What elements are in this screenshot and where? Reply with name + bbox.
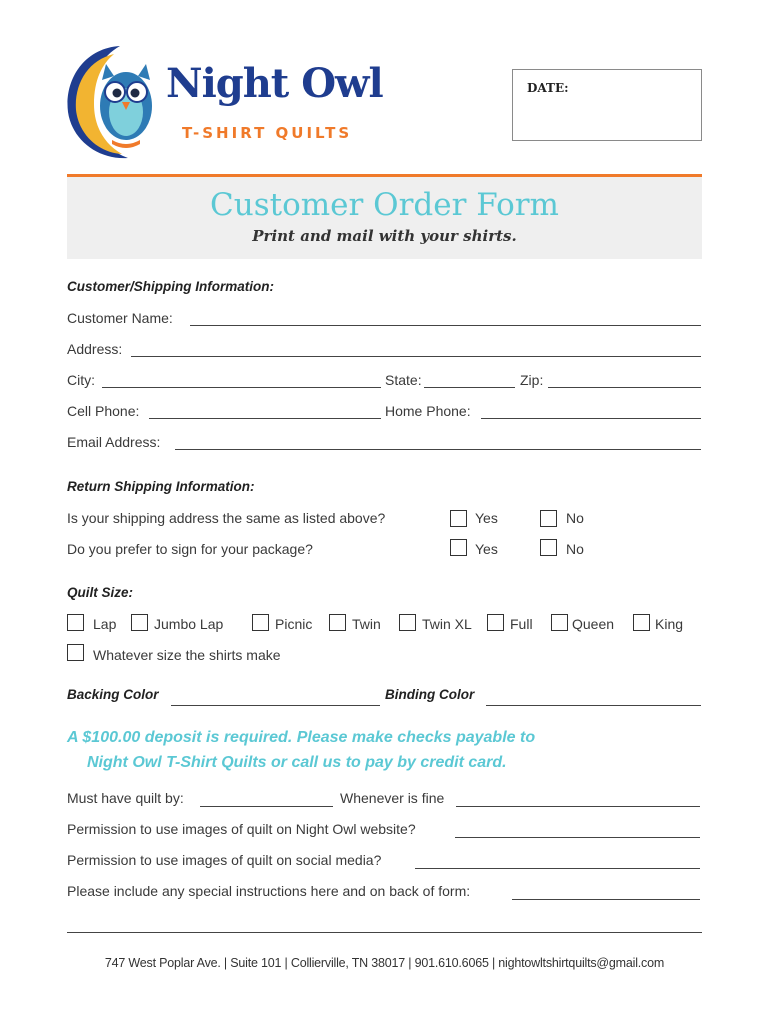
special-instructions-field[interactable]	[512, 899, 700, 900]
permission-social-field[interactable]	[415, 868, 700, 869]
sign-package-yes-label: Yes	[475, 541, 498, 557]
size-full-checkbox[interactable]	[487, 614, 504, 631]
brand-subtitle: T-SHIRT QUILTS	[182, 124, 353, 142]
brand-logo	[62, 40, 392, 165]
binding-color-label: Binding Color	[385, 687, 475, 702]
same-address-yes-label: Yes	[475, 510, 498, 526]
city-label: City:	[67, 372, 95, 388]
deposit-notice-line2: Night Owl T-Shirt Quilts or call us to pay by credit card.	[87, 754, 507, 771]
footer-divider	[67, 932, 702, 933]
owl-moon-icon	[62, 40, 172, 165]
sign-package-question: Do you prefer to sign for your package?	[67, 541, 313, 557]
address-label: Address:	[67, 341, 123, 357]
date-label: DATE:	[527, 81, 569, 95]
size-picnic-label: Picnic	[275, 616, 313, 632]
sign-package-yes-checkbox[interactable]	[450, 539, 467, 556]
whenever-fine-field[interactable]	[456, 806, 700, 807]
address-field[interactable]	[131, 356, 701, 357]
zip-label: Zip:	[520, 372, 544, 388]
sign-package-no-label: No	[566, 541, 584, 557]
title-band	[67, 174, 702, 259]
cell-phone-field[interactable]	[149, 418, 381, 419]
footer-contact: 747 West Poplar Ave. | Suite 101 | Collierville, TN 38017 | 901.610.6065 | nightowltshirtquilts@gmail.com	[104, 956, 665, 970]
permission-website-field[interactable]	[455, 837, 700, 838]
cell-phone-label: Cell Phone:	[67, 403, 140, 419]
size-twin-xl-label: Twin XL	[422, 616, 472, 632]
backing-color-label: Backing Color	[67, 687, 159, 702]
permission-social-label: Permission to use images of quilt on social media?	[67, 852, 382, 868]
same-address-yes-checkbox[interactable]	[450, 510, 467, 527]
size-whatever-label: Whatever size the shirts make	[93, 647, 281, 663]
state-label: State:	[385, 372, 422, 388]
whenever-fine-label: Whenever is fine	[340, 790, 445, 806]
size-queen-label: Queen	[572, 616, 615, 632]
size-whatever-checkbox[interactable]	[67, 644, 84, 661]
same-address-no-checkbox[interactable]	[540, 510, 557, 527]
size-picnic-checkbox[interactable]	[252, 614, 269, 631]
size-queen-checkbox[interactable]	[551, 614, 568, 631]
backing-color-field[interactable]	[171, 705, 380, 706]
same-address-question: Is your shipping address the same as listed above?	[67, 510, 386, 526]
city-field[interactable]	[102, 387, 381, 388]
home-phone-label: Home Phone:	[385, 403, 471, 419]
customer-name-label: Customer Name:	[67, 310, 173, 326]
home-phone-field[interactable]	[481, 418, 701, 419]
page-subtitle: Print and mail with your shirts.	[252, 227, 517, 245]
must-have-by-field[interactable]	[200, 806, 333, 807]
size-lap-checkbox[interactable]	[67, 614, 84, 631]
brand-name: Night Owl	[166, 60, 383, 107]
customer-name-field[interactable]	[190, 325, 701, 326]
size-jumbo-lap-checkbox[interactable]	[131, 614, 148, 631]
date-field[interactable]	[512, 69, 702, 141]
permission-website-label: Permission to use images of quilt on Night Owl website?	[67, 821, 416, 837]
customer-section-heading: Customer/Shipping Information:	[67, 279, 274, 294]
email-field[interactable]	[175, 449, 701, 450]
deposit-notice-line1: A $100.00 deposit is required. Please make checks payable to	[67, 729, 536, 746]
same-address-no-label: No	[566, 510, 584, 526]
size-twin-xl-checkbox[interactable]	[399, 614, 416, 631]
zip-field[interactable]	[548, 387, 701, 388]
email-label: Email Address:	[67, 434, 161, 450]
page-title: Customer Order Form	[210, 187, 559, 223]
return-section-heading: Return Shipping Information:	[67, 479, 255, 494]
size-jumbo-lap-label: Jumbo Lap	[154, 616, 224, 632]
quilt-size-heading: Quilt Size:	[67, 585, 134, 600]
special-instructions-label: Please include any special instructions here and on back of form:	[67, 883, 471, 899]
size-king-label: King	[655, 616, 684, 632]
size-lap-label: Lap	[93, 616, 117, 632]
size-twin-checkbox[interactable]	[329, 614, 346, 631]
size-full-label: Full	[510, 616, 533, 632]
size-twin-label: Twin	[352, 616, 381, 632]
must-have-by-label: Must have quilt by:	[67, 790, 184, 806]
binding-color-field[interactable]	[486, 705, 701, 706]
size-king-checkbox[interactable]	[633, 614, 650, 631]
state-field[interactable]	[424, 387, 515, 388]
sign-package-no-checkbox[interactable]	[540, 539, 557, 556]
